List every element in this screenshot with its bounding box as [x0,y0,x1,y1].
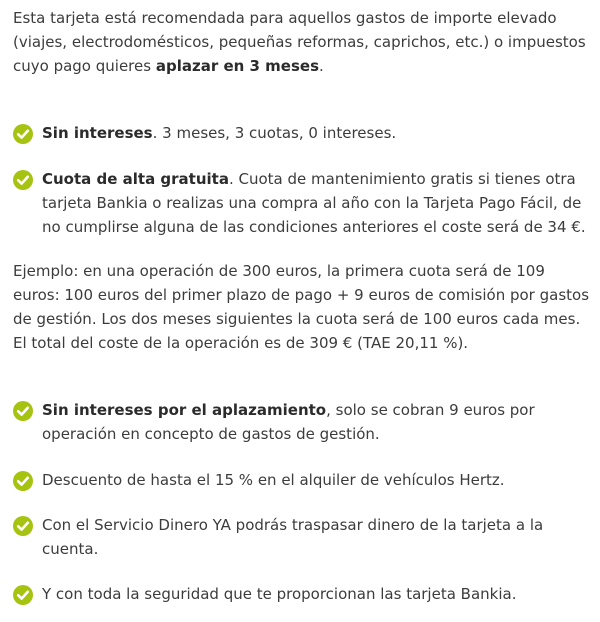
feature-item-dinero-ya [13,513,593,561]
check-icon [13,471,33,491]
feature-title: Sin intereses por el aplazamiento [42,401,327,419]
feature-item-cuota-alta [13,167,593,239]
feature-text: , solo se cobran 9 euros por operación en concepto de gastos de gestión. [42,401,535,443]
feature-list-top [13,121,593,239]
feature-text: . Cuota de mantenimiento gratis si tienes otra tarjeta Bankia o realizas una compra al año con la Tarjeta Pago Fácil, de no cumplirse alguna de las condiciones anteriores el coste será de 34 €. [42,170,586,236]
feature-item-aplazamiento [13,398,593,446]
intro-highlight: aplazar en 3 meses [155,57,320,75]
feature-text: . 3 meses, 3 cuotas, 0 intereses. [152,124,397,142]
feature-item-sin-intereses [13,121,593,145]
check-icon [13,516,33,536]
feature-title: Cuota de alta gratuita [42,170,229,188]
check-icon [13,124,33,144]
card-description [13,6,593,606]
check-icon [13,170,33,190]
feature-list-bottom [13,398,593,606]
feature-text: Y con toda la seguridad que te proporcionan las tarjeta Bankia. [42,585,517,603]
feature-item-seguridad [13,582,593,606]
intro-text: Esta tarjeta está recomendada para aquellos gastos de importe elevado (viajes, electrodomésticos, pequeñas reformas, caprichos, etc.) o impuestos cuyo pago quieres [13,9,586,75]
feature-title: Sin intereses [42,124,153,142]
intro-end: . [319,57,324,75]
feature-item-hertz [13,468,593,492]
example-paragraph: Ejemplo: en una operación de 300 euros, la primera cuota será de 109 euros: 100 euros del primer plazo de pago + 9 euros de comisión por gastos de gestión. Los dos meses siguientes la cuota será de 100 euros cada mes. El total del coste de la operación es de 309 € (TAE 20,11 %). [13,262,590,352]
check-icon [13,585,33,605]
intro-paragraph [13,6,593,78]
feature-text: Descuento de hasta el 15 % en el alquiler de vehículos Hertz. [42,471,505,489]
feature-text: Con el Servicio Dinero YA podrás traspasar dinero de la tarjeta a la cuenta. [42,516,544,558]
check-icon [13,401,33,421]
